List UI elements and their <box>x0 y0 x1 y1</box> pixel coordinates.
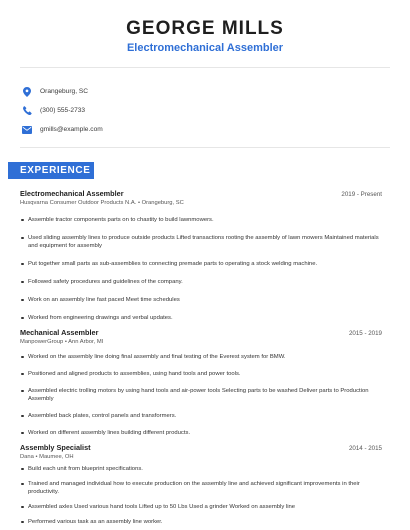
job-title: Electromechanical Assembler <box>20 189 124 198</box>
contact-phone <box>22 101 103 120</box>
divider-top <box>20 67 390 68</box>
job-entry <box>20 443 382 526</box>
job-bullet: Worked on different assembly lines building different products. <box>20 429 382 437</box>
envelope-icon <box>22 125 32 135</box>
candidate-name: GEORGE MILLS <box>126 18 284 39</box>
candidate-job-title: Electromechanical Assembler <box>126 42 284 54</box>
job-header <box>20 189 382 198</box>
contact-list <box>22 82 103 139</box>
job-company: Husqvarna Consumer Outdoor Products N.A. <box>20 200 137 206</box>
job-bullet: Worked from engineering drawings and verbal updates. <box>20 314 382 322</box>
job-location: Maumee, OH <box>39 454 74 460</box>
contact-location <box>22 82 103 101</box>
job-bullet: Performed various task as an assembly line worker. <box>20 518 382 526</box>
job-header <box>20 328 382 337</box>
location-text: Orangeburg, SC <box>40 88 89 95</box>
job-company: ManpowerGroup <box>20 339 64 345</box>
phone-icon <box>22 106 32 116</box>
job-company-line <box>20 200 382 206</box>
experience-list <box>20 189 382 526</box>
job-bullet: Assembled electric trolling motors by using hand tools and air-power tools Selecting parts to be washed Deliver parts to Production Assembly <box>20 387 382 403</box>
separator-dot: • <box>137 200 142 206</box>
email-text: gmills@example.com <box>40 126 103 133</box>
job-title: Assembly Specialist <box>20 443 91 452</box>
job-bullets <box>20 465 382 526</box>
job-bullet: Put together small parts as sub-assemblies to connecting premade parts to operating a stock welding machine. <box>20 260 382 268</box>
job-bullets <box>20 216 382 322</box>
contact-email <box>22 120 103 139</box>
job-bullets <box>20 353 382 437</box>
job-dates: 2014 - 2015 <box>348 445 382 452</box>
job-bullet: Build each unit from blueprint specifications. <box>20 465 382 473</box>
job-bullet: Work on an assembly line fast paced Meet time schedules <box>20 296 382 304</box>
job-company-line <box>20 454 382 460</box>
job-bullet: Positioned and aligned products to assemblies, using hand tools and power tools. <box>20 370 382 378</box>
divider-bottom <box>20 147 390 148</box>
section-heading-experience: EXPERIENCE <box>8 162 94 179</box>
job-bullet: Assemble tractor components parts on to chastity to build lawnmowers. <box>20 216 382 224</box>
job-entry <box>20 189 382 322</box>
job-company: Dana <box>20 454 34 460</box>
separator-dot: • <box>64 339 69 345</box>
job-entry <box>20 328 382 437</box>
job-bullet: Assembled axles Used various hand tools Lifted up to 50 Lbs Used a grinder Worked on assembly line <box>20 503 382 511</box>
job-dates: 2019 - Present <box>341 191 382 198</box>
job-location: Ann Arbor, MI <box>68 339 104 345</box>
job-bullet: Worked on the assembly line doing final assembly and final testing of the Everest system for BMW. <box>20 353 382 361</box>
job-header <box>20 443 382 452</box>
job-bullet: Followed safety procedures and guidelines of the company. <box>20 278 382 286</box>
resume-header <box>0 0 410 55</box>
job-company-line <box>20 339 382 345</box>
job-bullet: Used sliding assembly lines to produce outside products Lifted transactions rooting the assembly of lawn mowers Maintained materials and equipment for assembly <box>20 234 382 250</box>
job-dates: 2015 - 2019 <box>348 330 382 337</box>
job-bullet: Assembled back plates, control panels and transformers. <box>20 412 382 420</box>
job-title: Mechanical Assembler <box>20 328 99 337</box>
location-pin-icon <box>22 87 32 97</box>
separator-dot: • <box>35 454 40 460</box>
phone-text: (300) 555-2733 <box>40 107 86 114</box>
job-location: Orangeburg, SC <box>141 200 184 206</box>
job-bullet: Trained and managed individual how to execute production on the assembly line and achieved significant improvements in their productivity. <box>20 480 382 496</box>
